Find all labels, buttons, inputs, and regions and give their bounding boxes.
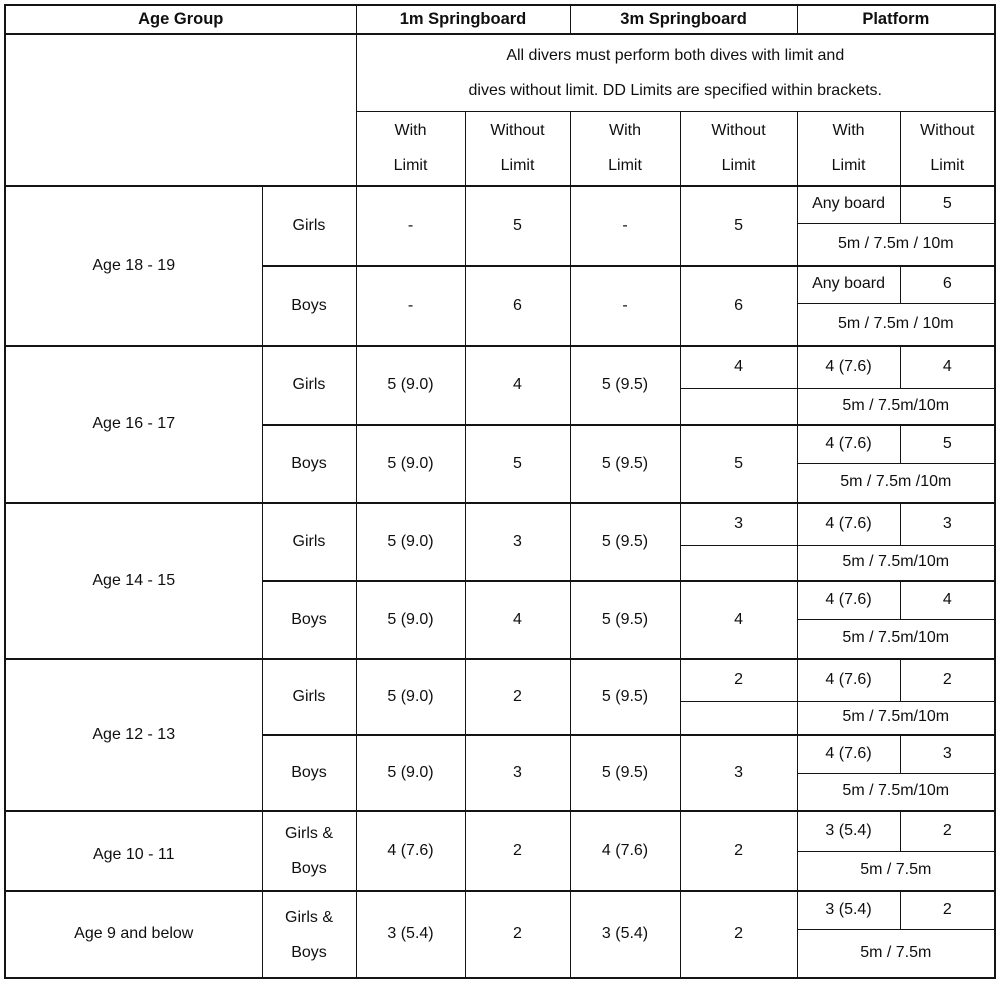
age-16-17-boys-platform-with: 4 (7.6) xyxy=(797,425,900,463)
header-3m-springboard: 3m Springboard xyxy=(570,5,797,34)
age-10-11-3m-without: 2 xyxy=(680,811,797,891)
age-16-17-label: Age 16 - 17 xyxy=(5,346,262,503)
age-18-19-boys-gender: Boys xyxy=(262,266,356,346)
empty-cell xyxy=(680,701,797,735)
age-14-15-girls-platform-without: 3 xyxy=(900,503,995,545)
age-12-13-girls-3m-with: 5 (9.5) xyxy=(570,659,680,735)
age-12-13-label: Age 12 - 13 xyxy=(5,659,262,811)
age-18-19-boys-1m-without: 6 xyxy=(465,266,570,346)
age-14-15-girls-platform-boards: 5m / 7.5m/10m xyxy=(797,545,995,581)
subheader-platform-with-limit: With Limit xyxy=(797,111,900,186)
age-16-17-boys-platform-without: 5 xyxy=(900,425,995,463)
age-14-15-girls-3m-without: 3 xyxy=(680,503,797,545)
age-18-19-girls-platform-boards: 5m / 7.5m / 10m xyxy=(797,223,995,266)
age-9-below-platform-with: 3 (5.4) xyxy=(797,891,900,929)
age-9-below-gender: Girls & Boys xyxy=(262,891,356,978)
age-12-13-boys-gender: Boys xyxy=(262,735,356,811)
age-9-below-label: Age 9 and below xyxy=(5,891,262,978)
table-note-line1: All divers must perform both dives with limit and xyxy=(506,46,845,64)
age-16-17-girls-1m-with: 5 (9.0) xyxy=(356,346,465,425)
age-12-13-girls-platform-without: 2 xyxy=(900,659,995,701)
age-10-11-gender: Girls & Boys xyxy=(262,811,356,891)
age-12-13-girls-platform-boards: 5m / 7.5m/10m xyxy=(797,701,995,735)
age-10-11-3m-with: 4 (7.6) xyxy=(570,811,680,891)
subheader-1m-without-limit: Without Limit xyxy=(465,111,570,186)
age-12-13-girls-3m-without: 2 xyxy=(680,659,797,701)
age-18-19-girls-3m-without: 5 xyxy=(680,186,797,266)
dd-limits-table xyxy=(4,4,996,979)
age-14-15-girls-1m-without: 3 xyxy=(465,503,570,581)
age-14-15-boys-platform-with: 4 (7.6) xyxy=(797,581,900,619)
age-14-15-boys-platform-boards: 5m / 7.5m/10m xyxy=(797,619,995,659)
age-14-15-girls-platform-with: 4 (7.6) xyxy=(797,503,900,545)
subheader-platform-without-limit: Without Limit xyxy=(900,111,995,186)
table-note-line2: dives without limit. DD Limits are specified within brackets. xyxy=(468,81,882,99)
age-12-13-boys-platform-without: 3 xyxy=(900,735,995,773)
age-16-17-girls-platform-boards: 5m / 7.5m/10m xyxy=(797,388,995,425)
age-9-below-1m-without: 2 xyxy=(465,891,570,978)
age-16-17-girls-3m-without: 4 xyxy=(680,346,797,388)
age-16-17-boys-3m-with: 5 (9.5) xyxy=(570,425,680,503)
age-18-19-boys-3m-without: 6 xyxy=(680,266,797,346)
header-1m-springboard: 1m Springboard xyxy=(356,5,570,34)
age-18-19-boys-1m-with: - xyxy=(356,266,465,346)
age-18-19-label: Age 18 - 19 xyxy=(5,186,262,346)
age-18-19-girls-platform-with: Any board xyxy=(797,186,900,223)
age-9-below-3m-with: 3 (5.4) xyxy=(570,891,680,978)
age-18-19-boys-platform-boards: 5m / 7.5m / 10m xyxy=(797,303,995,346)
age-12-13-boys-3m-with: 5 (9.5) xyxy=(570,735,680,811)
age-10-11-platform-with: 3 (5.4) xyxy=(797,811,900,851)
age-16-17-boys-3m-without: 5 xyxy=(680,425,797,503)
age-9-below-platform-without: 2 xyxy=(900,891,995,929)
age-12-13-girls-1m-with: 5 (9.0) xyxy=(356,659,465,735)
age-18-19-girls-platform-without: 5 xyxy=(900,186,995,223)
age-14-15-girls-gender: Girls xyxy=(262,503,356,581)
header-age-group: Age Group xyxy=(5,5,356,34)
age-14-15-boys-1m-without: 4 xyxy=(465,581,570,659)
age-14-15-boys-3m-with: 5 (9.5) xyxy=(570,581,680,659)
age-12-13-girls-gender: Girls xyxy=(262,659,356,735)
age-14-15-label: Age 14 - 15 xyxy=(5,503,262,659)
header-platform: Platform xyxy=(797,5,995,34)
age-16-17-girls-gender: Girls xyxy=(262,346,356,425)
age-16-17-boys-platform-boards: 5m / 7.5m /10m xyxy=(797,463,995,503)
subheader-3m-with-limit: With Limit xyxy=(570,111,680,186)
empty-cell xyxy=(680,388,797,425)
age-14-15-boys-1m-with: 5 (9.0) xyxy=(356,581,465,659)
age-16-17-girls-3m-with: 5 (9.5) xyxy=(570,346,680,425)
empty-cell xyxy=(680,545,797,581)
age-18-19-girls-gender: Girls xyxy=(262,186,356,266)
age-16-17-boys-gender: Boys xyxy=(262,425,356,503)
age-9-below-1m-with: 3 (5.4) xyxy=(356,891,465,978)
age-9-below-3m-without: 2 xyxy=(680,891,797,978)
age-9-below-platform-boards: 5m / 7.5m xyxy=(797,929,995,978)
age-10-11-platform-boards: 5m / 7.5m xyxy=(797,851,995,891)
age-14-15-boys-gender: Boys xyxy=(262,581,356,659)
age-16-17-boys-1m-with: 5 (9.0) xyxy=(356,425,465,503)
age-group-spacer-cell xyxy=(5,34,356,186)
age-16-17-girls-platform-without: 4 xyxy=(900,346,995,388)
age-18-19-boys-3m-with: - xyxy=(570,266,680,346)
subheader-1m-with-limit: With Limit xyxy=(356,111,465,186)
age-14-15-girls-3m-with: 5 (9.5) xyxy=(570,503,680,581)
age-10-11-platform-without: 2 xyxy=(900,811,995,851)
age-14-15-girls-1m-with: 5 (9.0) xyxy=(356,503,465,581)
table-note xyxy=(356,34,995,111)
age-10-11-1m-without: 2 xyxy=(465,811,570,891)
age-18-19-girls-1m-without: 5 xyxy=(465,186,570,266)
age-12-13-boys-3m-without: 3 xyxy=(680,735,797,811)
age-16-17-girls-platform-with: 4 (7.6) xyxy=(797,346,900,388)
age-14-15-boys-platform-without: 4 xyxy=(900,581,995,619)
age-18-19-girls-3m-with: - xyxy=(570,186,680,266)
age-10-11-1m-with: 4 (7.6) xyxy=(356,811,465,891)
age-12-13-boys-1m-with: 5 (9.0) xyxy=(356,735,465,811)
age-12-13-boys-platform-boards: 5m / 7.5m/10m xyxy=(797,773,995,811)
age-12-13-girls-1m-without: 2 xyxy=(465,659,570,735)
age-10-11-label: Age 10 - 11 xyxy=(5,811,262,891)
age-18-19-boys-platform-without: 6 xyxy=(900,266,995,303)
age-12-13-girls-platform-with: 4 (7.6) xyxy=(797,659,900,701)
age-18-19-girls-1m-with: - xyxy=(356,186,465,266)
age-18-19-boys-platform-with: Any board xyxy=(797,266,900,303)
age-14-15-boys-3m-without: 4 xyxy=(680,581,797,659)
age-12-13-boys-platform-with: 4 (7.6) xyxy=(797,735,900,773)
age-12-13-boys-1m-without: 3 xyxy=(465,735,570,811)
subheader-3m-without-limit: Without Limit xyxy=(680,111,797,186)
age-16-17-boys-1m-without: 5 xyxy=(465,425,570,503)
age-16-17-girls-1m-without: 4 xyxy=(465,346,570,425)
